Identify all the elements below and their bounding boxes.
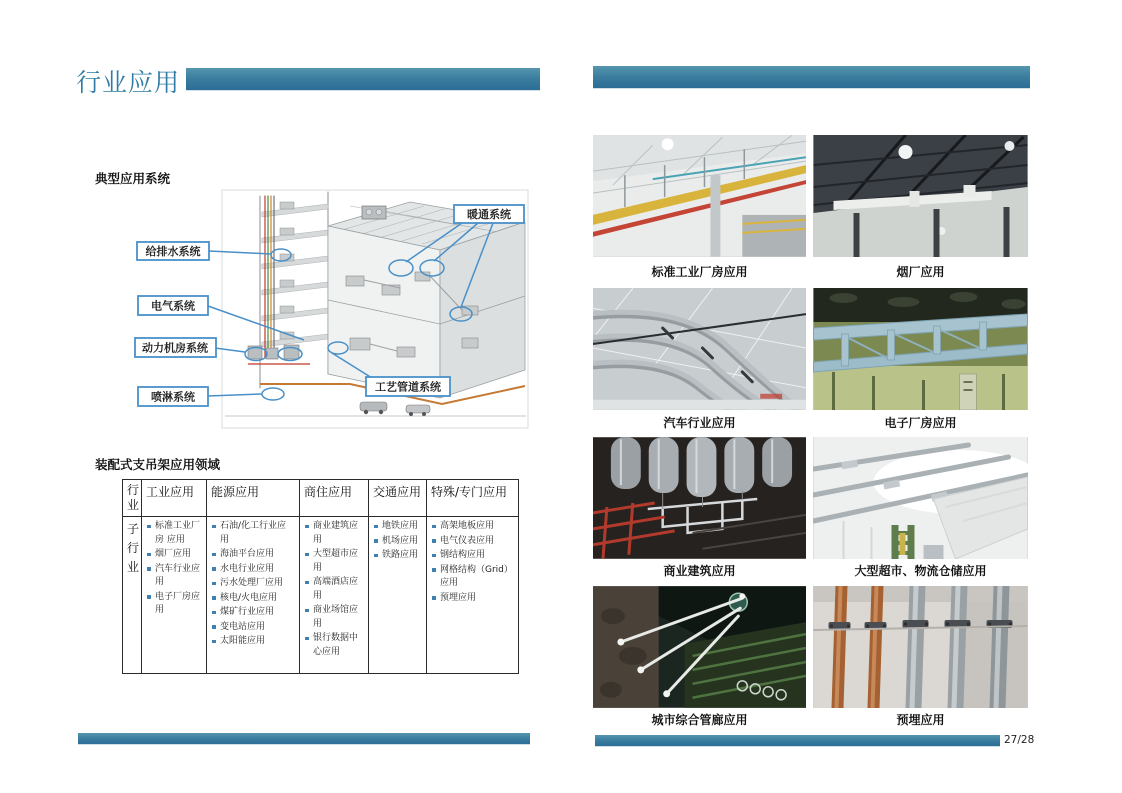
list-item: 烟厂应用 [146, 548, 202, 562]
application-table [122, 479, 519, 674]
section-heading-fields: 装配式支吊架应用领域 [95, 457, 221, 472]
row-label-subindustry: 子行业 [123, 517, 142, 674]
photo-standard-factory-image [593, 135, 806, 257]
cell-commercial [300, 517, 369, 674]
list-item: 高架地板应用 [431, 520, 514, 534]
page-title: 行业应用 [76, 68, 181, 97]
photo-caption: 电子厂房应用 [884, 416, 957, 430]
label-sprinkler-system: 喷淋系统 [151, 390, 195, 404]
list-item: 标准工业厂房 应用 [146, 520, 202, 547]
photo-automotive-image [593, 288, 806, 410]
photo-utility-tunnel-image [593, 586, 806, 708]
list-item: 海油平台应用 [211, 548, 295, 562]
list-item: 银行数据中心应用 [304, 632, 364, 659]
photo-utility-tunnel [593, 586, 806, 708]
building-systems-diagram [110, 188, 535, 432]
col-header-energy: 能源应用 [207, 480, 300, 517]
photo-caption: 预埋应用 [896, 713, 945, 727]
list-item: 预埋应用 [431, 592, 514, 606]
photo-caption: 标准工业厂房应用 [651, 265, 748, 279]
right-footer-bar [595, 735, 1000, 746]
photo-caption: 商业建筑应用 [663, 564, 736, 578]
photo-tobacco-factory [813, 135, 1028, 257]
label-process-piping-system: 工艺管道系统 [375, 380, 441, 394]
col-header-transport: 交通应用 [369, 480, 427, 517]
photo-pre-embedded-image [813, 586, 1028, 708]
label-water-system: 给排水系统 [145, 245, 201, 258]
col-header-special: 特殊/专门应用 [427, 480, 519, 517]
page-number: 27/28 [1004, 734, 1035, 746]
table-corner-header: 行业 [123, 480, 142, 517]
list-item: 钢结构应用 [431, 549, 514, 563]
photo-commercial-building-image [593, 437, 806, 559]
list-item: 大型超市应用 [304, 548, 364, 575]
list-item: 铁路应用 [373, 549, 422, 563]
label-power-room-system: 动力机房系统 [142, 341, 208, 355]
list-item: 石油/化工行业应用 [211, 520, 295, 547]
photo-electronics-image [813, 288, 1028, 410]
list-item: 地铁应用 [373, 520, 422, 534]
photo-caption: 烟厂应用 [896, 265, 945, 279]
list-item: 煤矿行业应用 [211, 606, 295, 620]
photo-tobacco-factory-image [813, 135, 1028, 257]
list-item: 太阳能应用 [211, 635, 295, 649]
photo-standard-factory [593, 135, 806, 257]
photo-electronics [813, 288, 1028, 410]
col-header-industrial: 工业应用 [142, 480, 207, 517]
list-item: 汽车行业应用 [146, 563, 202, 590]
cell-industrial [142, 517, 207, 674]
section-heading-typical: 典型应用系统 [95, 171, 171, 186]
list-item: 电气仪表应用 [431, 535, 514, 549]
list-item: 变电站应用 [211, 621, 295, 635]
photo-pre-embedded [813, 586, 1028, 708]
photo-warehouse-image [813, 437, 1028, 559]
photo-automotive [593, 288, 806, 410]
list-item: 水电行业应用 [211, 563, 295, 577]
label-hvac-system: 暖通系统 [467, 208, 511, 221]
list-item: 网格结构（Grid）应用 [431, 564, 514, 591]
cell-energy [207, 517, 300, 674]
label-electrical-system: 电气系统 [151, 299, 195, 313]
list-item: 电子厂房应用 [146, 591, 202, 618]
list-item: 高端酒店应用 [304, 576, 364, 603]
cell-transport [369, 517, 427, 674]
list-item: 商业场馆应用 [304, 604, 364, 631]
photo-caption: 大型超市、物流仓储应用 [854, 564, 987, 578]
title-accent-bar [186, 68, 540, 90]
list-item: 机场应用 [373, 535, 422, 549]
cell-special [427, 517, 519, 674]
list-item: 核电/火电应用 [211, 592, 295, 606]
list-item: 污水处理厂应用 [211, 577, 295, 591]
photo-caption: 汽车行业应用 [663, 416, 736, 430]
col-header-commercial: 商住应用 [300, 480, 369, 517]
list-item: 商业建筑应用 [304, 520, 364, 547]
left-footer-bar [78, 733, 530, 744]
photo-commercial-building [593, 437, 806, 559]
photo-caption: 城市综合管廊应用 [651, 713, 748, 727]
photo-warehouse [813, 437, 1028, 559]
right-header-bar [593, 66, 1030, 88]
